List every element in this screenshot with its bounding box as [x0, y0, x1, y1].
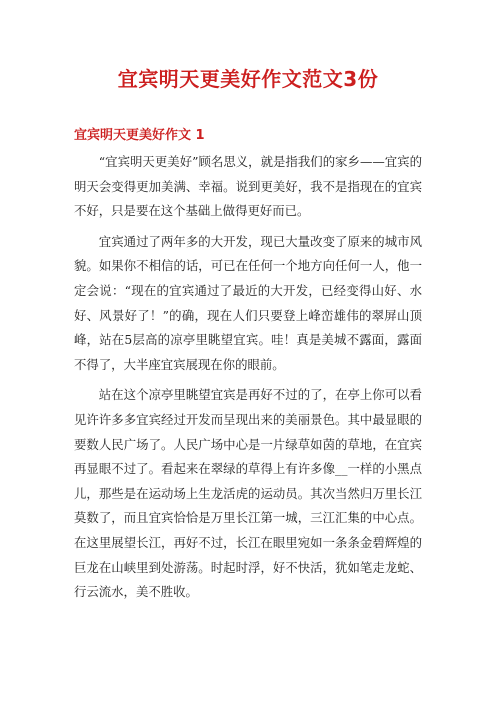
essay-paragraph-2: 宜宾通过了两年多的大开发，现已大量改变了原来的城市风貌。如果你不相信的话，可已在任何一个地方向任何一人，他一定会说：“现在的宜宾通过了最近的大开发，已经变得山好、水好、风景好了！”的确，现在人们只要登上峰峦雄伟的翠屏山顶峰，站在5层高的凉亭里眺望宜宾。哇！真是美城不露面，露面不得了，大半座宜宾展现在你的眼前。 [74, 233, 422, 372]
essay-paragraph-3: 站在这个凉亭里眺望宜宾是再好不过的了，在亭上你可以看见许许多多宜宾经过开发而呈现出来的美丽景色。其中最显眼的要数人民广场了。人民广场中心是一片绿草如茵的草地，在宜宾再显眼不过了。看起来在翠绿的草得上有许多像__一样的小黑点儿，那些是在运动场上生龙活虎的运动员。其次当然归万里长江莫数了，而且宜宾恰恰是万里长江第一城，三江汇集的中心点。在这里展望长江，再好不过，长江在眼里宛如一条条金碧辉煌的巨龙在山峡里到处游荡。时起时浮，好不快活，犹如笔走龙蛇、行云流水，美不胜收。 [74, 387, 422, 600]
section-heading: 宜宾明天更美好作文 1 [74, 128, 205, 143]
essay-body [74, 150, 422, 605]
essay-paragraph-1: “宜宾明天更美好”顾名思义，就是指我们的家乡——宜宾的明天会变得更加美满、幸福。说到更美好，我不是指现在的宜宾不好，只是要在这个基础上做得更好而已。 [74, 154, 422, 219]
document-title: 宜宾明天更美好作文范文3份 [117, 67, 379, 91]
